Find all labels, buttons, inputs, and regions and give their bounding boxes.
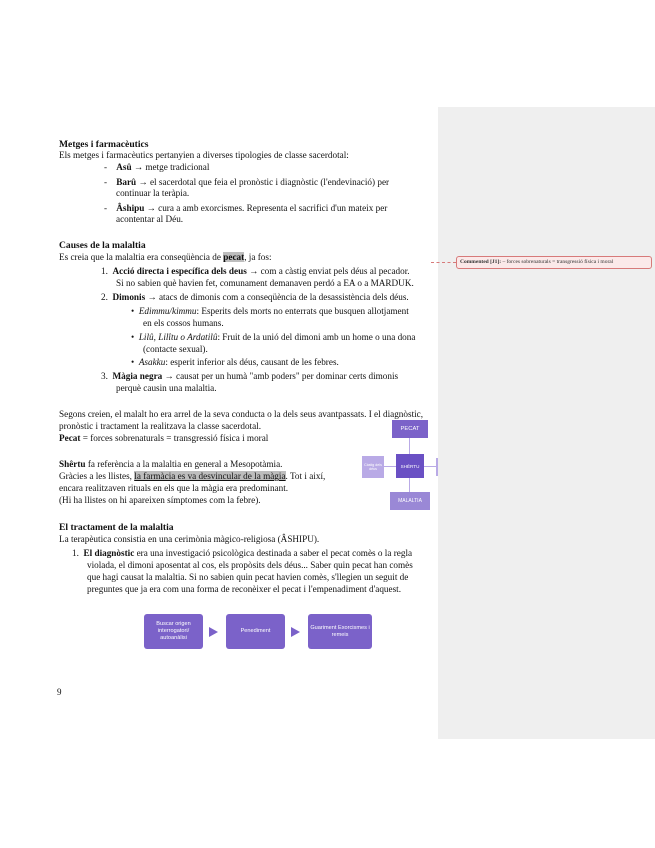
numbered-item-cont: Si no sabien què havien fet, comunament demanaven perdó a EA o a MARDUK. [116,278,414,288]
paragraph: encara realitzaven rituals en els que la màgia era predominant. [59,483,289,493]
numbered-item-cont: preguntes que ja era com una forma de reconèixer el pecat i l'empenadiment d'aquest. [87,584,402,594]
diagram-node-top: PECAT [392,420,428,438]
numbered-item: 3. Màgia negra → causat per un humà "amb poders" per dominar certs dimonis [101,371,399,381]
paragraph: La terapèutica consistia en una cerimònia màgico-religiosa (ÂSHIPU). [59,534,320,544]
section-title-causes: Causes de la malaltia [59,240,146,251]
numbered-item: 1. Acció directa i específica dels deus → com a càstig enviat pels déus al pecador. [101,266,410,276]
list-item-cont: acontentar al Déu. [116,214,184,224]
flow-arrow-icon [291,627,300,637]
diagram-connector [409,478,410,492]
diagram-node-left: Càstig dels déus [362,456,384,478]
list-item: - Âshipu → cura a amb exorcismes. Representa el sacrifici d'un mateix per [104,203,388,213]
flow-step-guariment: Guariment Exorcismes i remeis [308,614,372,649]
bullet-item-cont: (contacte sexual). [143,344,208,354]
list-item: - Asû → metge tradicional [104,162,210,172]
section-title-tractament: El tractament de la malaltia [59,522,174,533]
comment-margin-pane [438,107,655,739]
section-title-metges: Metges i farmacèutics [59,139,149,150]
bullet-item: • Edimmu/kimmu: Esperits dels morts no enterrats que busquen allotjament [131,306,409,316]
flow-step-origin: Buscar origen interrogatori/ autoanàlisi [144,614,203,649]
paragraph: Gràcies a les llistes, la farmàcia es va desvincular de la màgia. Tot i així, [59,471,326,481]
bullet-item: • Asakku: esperit inferior als déus, causant de les febres. [131,357,339,367]
bullet-item: • Lilû, Lilîtu o Ardatilû: Fruit de la unió del dimoni amb un home o una dona [131,332,416,342]
flow-step-penediment: Penediment [226,614,285,649]
diagram-connector [384,466,396,467]
diagram-node-bottom: MALALTIA [390,492,430,510]
diagram-connector [409,438,410,454]
diagram-connector [424,466,436,467]
comment-author: Commented [J1]: [460,259,502,265]
comment-anchor-line [431,262,456,263]
paragraph: Es creia que la malaltia era conseqüència de pecat, ja fos: [59,252,272,262]
numbered-item: 1. El diagnòstic era una investigació psicològica destinada a saber el pecat comès o la regla [72,548,413,558]
paragraph: (Hi ha llistes on hi apareixen símptomes com la febre). [59,495,261,505]
list-item: - Barû → el sacerdotal que feia el pronòstic i diagnòstic (l'endevinació) per [104,177,390,187]
paragraph: Shêrtu fa referència a la malaltia en general a Mesopotàmia. [59,459,283,469]
page-number: 9 [57,687,62,697]
diagram-node-center: SHÊRTU [396,454,424,478]
numbered-item-cont: que hagi causat la malaltia. Si no sabien quin pecat havien comès, s'llegien un seguit de [87,572,409,582]
paragraph: pronòstic i tractament la realitzava la classe sacerdotal. [59,421,262,431]
comment-text: – forces sobrenaturals = transgressió física i moral [502,259,614,265]
bullet-item-cont: en els cossos humans. [143,318,224,328]
paragraph: Els metges i farmacèutics pertanyien a diverses tipologies de classe sacerdotal: [59,150,349,160]
comment-balloon[interactable] [456,256,652,269]
paragraph: Segons creien, el malalt ho era arrel de la seva conducta o la dels seus avantpassats. I el diagnòstic, [59,409,424,419]
numbered-item: 2. Dimonis → atacs de dimonis com a conseqüència de la desassistència dels déus. [101,292,409,302]
numbered-item-cont: violada, el dimoni aposentat al cos, els propòsits dels déus... Saber quin pecat han comès [87,560,413,570]
list-item-cont: continuar la teràpia. [116,188,190,198]
flow-arrow-icon [209,627,218,637]
paragraph: Pecat = forces sobrenaturals = transgressió física i moral [59,433,269,443]
numbered-item-cont: perquè causin una malaltia. [116,383,217,393]
